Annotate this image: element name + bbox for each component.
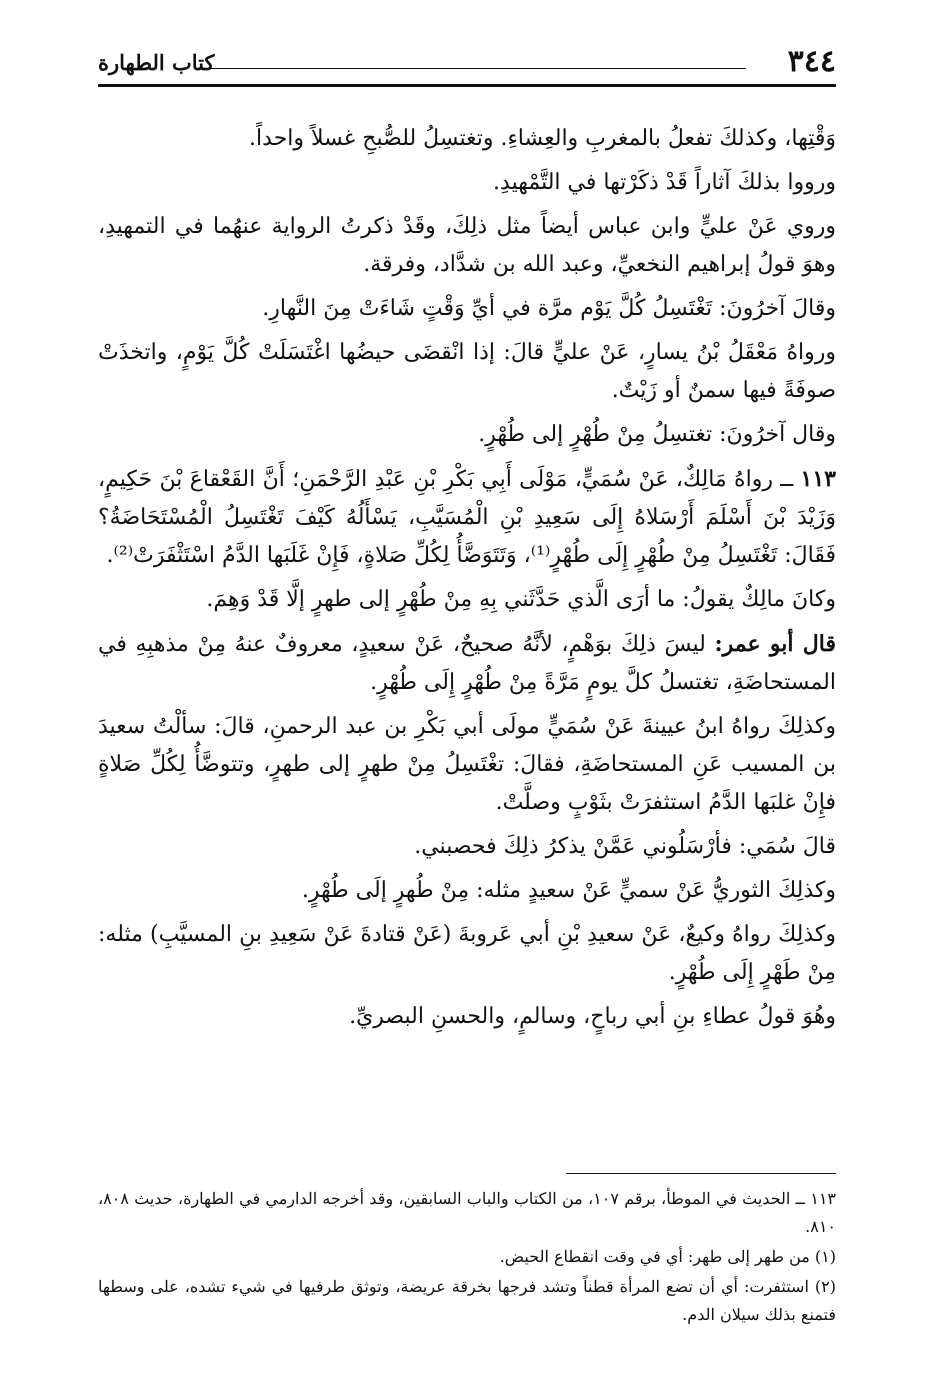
paragraph: ورواهُ مَعْقَلُ بْنُ يسارٍ، عَنْ عليٍّ قالَ: إذا انْقضَى حيضُها اغْتَسَلَتْ كُلَّ يَوْمٍ، واتخذَتْ صوفَةً فيها سمنٌ أو زَيْتٌ.	[98, 340, 836, 403]
paragraph: وقال آخرُونَ: تغتسِلُ مِنْ طُهْرٍ إلى طُهْرٍ.	[478, 422, 836, 447]
commentary-text: ليسَ ذلِكَ بوَهْمٍ، لأنَّهُ صحيحٌ، عَنْ سعيدٍ، معروفٌ عنهُ مِنْ مذهبِهِ في المستحاضَةِ، تغتسلُ كلَّ يومٍ مَرَّةً مِنْ طُهْرٍ إِلَى طُهْرٍ.	[98, 632, 836, 695]
paragraph: وكذلِكَ رواهُ ابنُ عيينةَ عَنْ سُمَيٍّ مولَى أبي بَكْرِ بن عبد الرحمنِ، قالَ: سألْتُ سعيدَ بن المسيب عَنِ المستحاضَةِ، فقالَ: تغْتَسِلُ مِنْ طهرٍ إلى طهرٍ، وتتوضَّأُ لِكُلِّ صَلاةٍ فإِنْ غلبَها الدَّمُ استثفرَتْ بثَوْبٍ وصلَّتْ.	[98, 714, 836, 815]
footnote: (٢) استثفرت: أي أن تضع المرأة قطناً وتشد فرجها بخرقة عريضة، وتوثق طرفيها في شيء تشده، على وسطها فتمنع بذلك سيلان الدم.	[98, 1277, 836, 1324]
footnotes	[98, 1185, 836, 1331]
hadith-paragraph	[98, 460, 836, 575]
paragraph: ورووا بذلكَ آثاراً قَدْ ذكَرْتها في التَّمْهيدِ.	[493, 170, 836, 195]
paragraph: وكانَ مالِكٌ يقولُ: ما أرَى الَّذي حَدَّثَني بِهِ مِنْ طُهْرٍ إلى طهرٍ إلَّا قَدْ وَهِمَ.	[206, 587, 836, 612]
hadith-text: ــ رواهُ مَالِكٌ، عَنْ سُمَيٍّ، مَوْلَى أَبِي بَكْرِ بْنِ عَبْدِ الرَّحْمَنِ؛ أَنَّ القَعْقاعَ بْنَ حَكِيمٍ، وَزَيْدَ بْنَ أَسْلَمَ أَرْسَلاهُ إِلَى سَعِيدِ بْنِ الْمُسَيَّبِ، يَسْأَلُهُ كَيْفَ تَغْتَسِلُ الْمُسْتَحَاضَةُ؟ فَقَالَ: تَغْتَسِلُ مِنْ طُهْرٍ إِلَى طُهْرٍ⁽¹⁾، وَتَتَوَضَّأُ لِكُلِّ صَلاةٍ، فَإِنْ غَلَبَها الدَّمُ اسْتَثْفَرَتْ⁽²⁾.	[98, 467, 836, 568]
book-title: كتاب الطهارة	[98, 50, 215, 75]
page-number: ٣٤٤	[787, 44, 836, 79]
header-rule	[200, 68, 746, 69]
footnote: (١) من طهر إلى طهر: أي في وقت انقطاع الحيض.	[499, 1247, 836, 1266]
commentary-paragraph	[98, 625, 836, 702]
footnote: ١١٣ ــ الحديث في الموطأ، برقم ١٠٧، من الكتاب والباب السابقين، وقد أخرجه الدارمي في الطهارة، حديث ٨٠٨، ٨١٠.	[98, 1189, 837, 1236]
paragraph: وَقْتِها، وكذلكَ تفعلُ بالمغربِ والعِشاءِ. وتغتسِلُ للصُّبحِ غسلاً واحداً.	[249, 126, 836, 151]
paragraph: وكذلِكَ الثوريُّ عَنْ سميٍّ عَنْ سعيدٍ مثله: مِنْ طُهرٍ إلَى طُهْرٍ.	[301, 878, 836, 903]
main-text	[98, 120, 836, 1042]
paragraph: وقالَ آخرُونَ: تَغْتَسِلُ كُلَّ يَوْم مرَّة في أيِّ وَقْتٍ شَاءَتْ مِنَ النَّهارِ.	[262, 296, 836, 321]
page-header	[98, 40, 836, 87]
paragraph: وروي عَنْ عليٍّ وابن عباس أيضاً مثل ذلِكَ، وقَدْ ذكرتُ الرواية عنهُما في التمهيدِ، وهوَ قولُ إبراهيم النخعيِّ، وعبد الله بن شدَّاد، وفرقة.	[98, 214, 836, 277]
footnote-separator	[566, 1173, 836, 1174]
paragraph: وكذلِكَ رواهُ وكيعٌ، عَنْ سعيدِ بْنِ أبي عَروبةَ (عَنْ قتادةَ عَنْ سَعِيدِ بنِ المسيَّبِ) مثله: مِنْ طَهْرٍ إِلَى طُهْرٍ.	[98, 922, 836, 985]
commentary-lead: قال أبو عمر:	[714, 631, 836, 657]
paragraph: وهُوَ قولُ عطاءِ بنِ أبي رباحٍ، وسالمٍ، والحسنِ البصريِّ.	[349, 1004, 836, 1029]
hadith-number: ١١٣	[800, 466, 836, 492]
paragraph: قالَ سُمَي: فأرْسَلُوني عَمَّنْ يذكرُ ذلِكَ فحصبني.	[414, 834, 836, 859]
